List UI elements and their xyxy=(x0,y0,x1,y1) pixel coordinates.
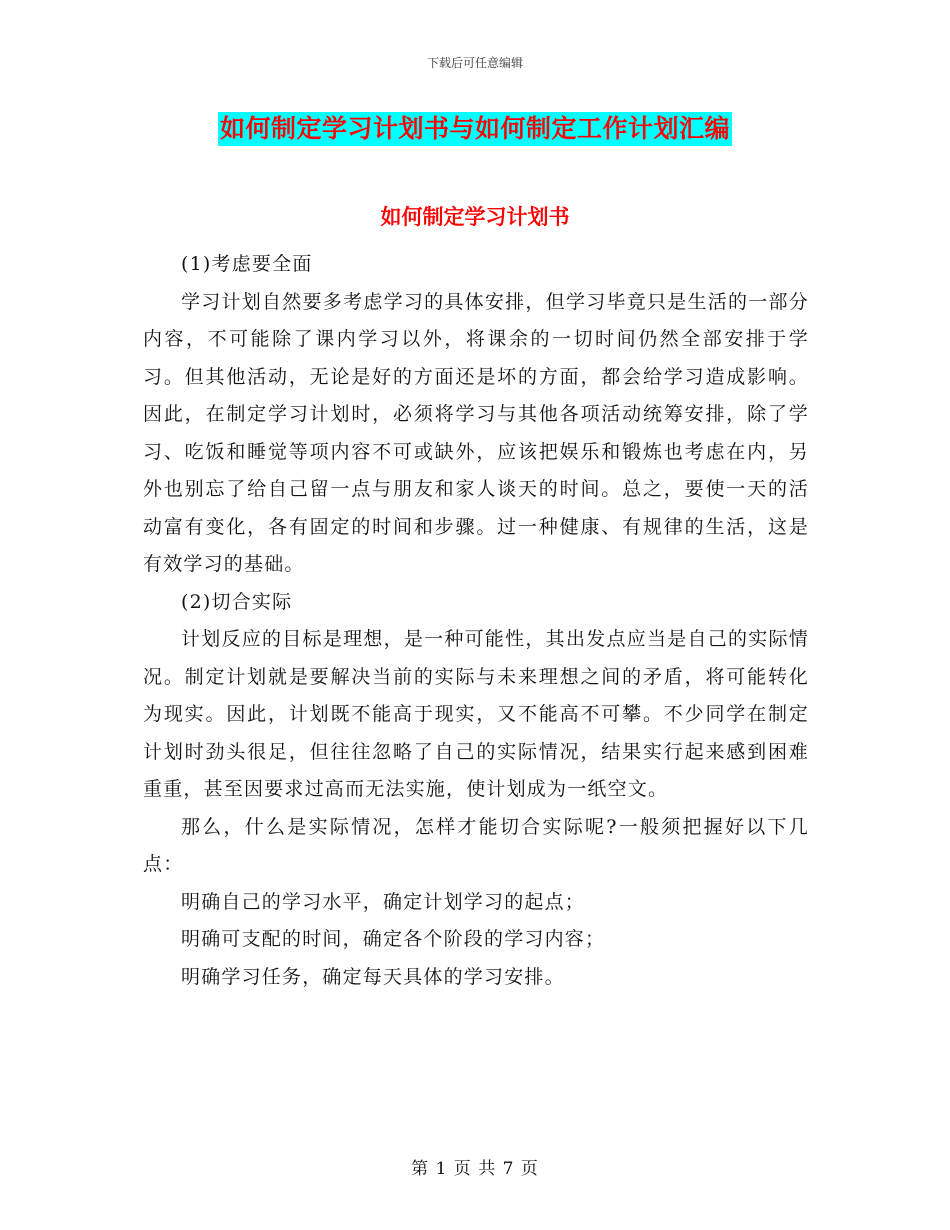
paragraph-comprehensive: 学习计划自然要多考虑学习的具体安排，但学习毕竟只是生活的一部分内容，不可能除了课内学习以外，将课余的一切时间仍然全部安排于学习。但其他活动，无论是好的方面还是坏的方面，都会给学习造成影响。因此，在制定学习计划时，必须将学习与其他各项活动统筹安排，除了学习、吃饭和睡觉等项内容不可或缺外，应该把娱乐和锻炼也考虑在内，另外也别忘了给自己留一点与朋友和家人谈天的时间。总之，要使一天的活动富有变化，各有固定的时间和步骤。过一种健康、有规律的生活，这是有效学习的基础。 xyxy=(143,290,809,575)
main-title: 如何制定学习计划书与如何制定工作计划汇编 xyxy=(218,112,732,146)
list-item-level: 明确自己的学习水平，确定计划学习的起点； xyxy=(181,890,586,913)
list-item-time: 明确可支配的时间，确定各个阶段的学习内容； xyxy=(181,928,606,950)
subheading-consider-comprehensively: (1)考虑要全面 xyxy=(181,253,313,275)
list-item-tasks: 明确学习任务，确定每天具体的学习安排。 xyxy=(181,965,565,988)
paragraph-practical: 计划反应的目标是理想，是一种可能性，其出发点应当是自己的实际情况。制定计划就是要解决当前的实际与未来理想之间的矛盾，将可能转化为现实。因此，计划既不能高于现实，又不能高不可攀。不少同学在制定计划时劲头很足，但往往忽略了自己的实际情况，结果实行起来感到困难重重，甚至因要求过高而无法实施，使计划成为一纸空文。 xyxy=(143,628,809,800)
paragraph-question: 那么，什么是实际情况，怎样才能切合实际呢?一般须把握好以下几点： xyxy=(143,815,809,875)
main-title-container xyxy=(0,112,950,146)
document-body xyxy=(143,246,809,996)
page-header-note: 下载后可任意编辑 xyxy=(426,56,523,70)
page-footer: 第 1 页 共 7 页 xyxy=(411,1159,539,1179)
subheading-be-practical: (2)切合实际 xyxy=(181,590,293,613)
section-title: 如何制定学习计划书 xyxy=(380,204,570,229)
